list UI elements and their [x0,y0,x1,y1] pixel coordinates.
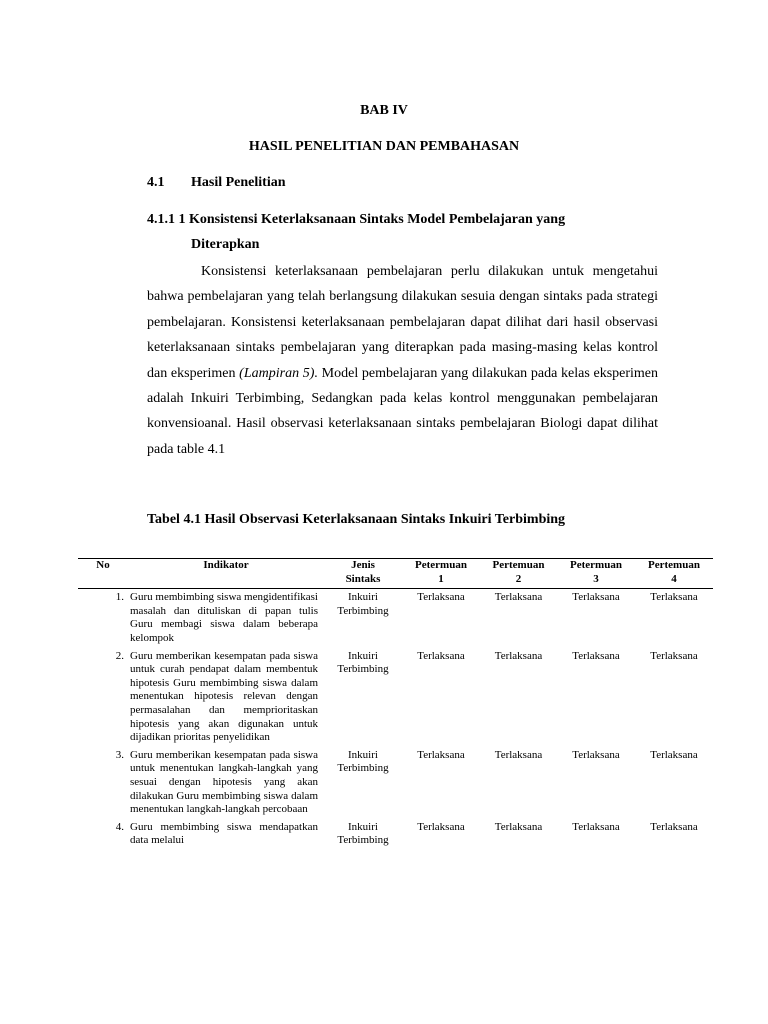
table-row [78,648,713,747]
header-pertemuan-4: Pertemuan 4 [635,559,713,589]
row-jenis-sintaks: Inkuiri Terbimbing [337,748,389,775]
row-jenis-sintaks: Inkuiri Terbimbing [337,591,389,617]
row-pertemuan-3: Terlaksana [572,591,620,604]
row-pertemuan-3: Terlaksana [572,649,620,662]
row-jenis-sintaks: Inkuiri Terbimbing [337,820,389,847]
subsection-heading-line1: 4.1.1 1 Konsistensi Keterlaksanaan Sintaks Model Pembelajaran yang [147,212,566,227]
row-pertemuan-4: Terlaksana [650,591,698,604]
row-pertemuan-4: Terlaksana [650,649,698,662]
row-pertemuan-2: Terlaksana [494,591,543,604]
observation-table [78,558,713,850]
header-pertemuan-1: Petermuan 1 [402,559,480,589]
row-jenis-sintaks: Inkuiri Terbimbing [337,649,389,676]
row-pertemuan-3: Terlaksana [572,820,620,833]
table-row [78,747,713,819]
row-number: 3. [115,748,124,761]
row-indikator: Guru memberikan kesempatan pada siswa untuk menentukan langkah-langkah yang sesuai dengan hipotesis yang akan dilakukan Guru membimbing siswa dalam menentukan langkah-langkah percobaan [130,748,318,816]
row-number: 2. [115,649,124,662]
section-heading [147,175,286,191]
row-number: 1. [115,591,124,604]
row-pertemuan-1: Terlaksana [417,591,465,604]
row-pertemuan-4: Terlaksana [650,820,698,833]
row-pertemuan-1: Terlaksana [417,820,465,833]
row-indikator: Guru membimbing siswa mendapatkan data melalui [130,820,318,847]
table-row [78,589,713,648]
section-title: Hasil Penelitian [191,175,286,190]
header-pertemuan-2: Pertemuan 2 [480,559,557,589]
table-row [78,819,713,850]
chapter-label: BAB IV [360,103,408,118]
row-indikator: Guru membimbing siswa mengidentifikasi masalah dan dituliskan di papan tulis Guru membagi siswa dalam beberapa kelompok [130,591,318,644]
row-pertemuan-2: Terlaksana [494,820,543,833]
subsection-heading-line2: Diterapkan [191,237,260,252]
row-pertemuan-2: Terlaksana [494,748,543,761]
header-jenis-sintaks: Jenis Sintaks [324,559,402,589]
paragraph-text-after: Model pembelajaran yang dilakukan pada kelas eksperimen adalah Inkuiri Terbimbing, Sedangkan pada kelas kontrol menggunakan pembelajaran konvensioanal. Hasil observasi keterlaksanaan sintaks pembelajaran Biologi dapat dilihat pada table 4.1 [147,365,659,457]
row-pertemuan-1: Terlaksana [417,649,465,662]
header-pertemuan-3: Petermuan 3 [557,559,635,589]
paragraph-italic-reference: (Lampiran 5). [239,365,318,381]
chapter-title: HASIL PENELITIAN DAN PEMBAHASAN [248,139,520,154]
paragraph-text-before: Konsistensi keterlaksanaan pembelajaran perlu dilakukan untuk mengetahui bahwa pembelajaran yang telah berlangsung dilakukan sesuia dengan sintaks pada strategi pembelajaran. Konsistensi keterlaksanaan pembelajaran dapat dilihat dari hasil observasi keterlaksanaan sintaks pembelajaran yang diterapkan pada masing-masing kelas kontrol dan eksperimen [147,264,658,381]
row-pertemuan-4: Terlaksana [650,748,698,761]
row-number: 4. [115,820,124,833]
body-paragraph [147,259,658,462]
row-indikator: Guru memberikan kesempatan pada siswa untuk curah pendapat dalam membentuk hipotesis Guru membimbing siswa dalam menentukan hipotesis relevan dengan permasalahan dan memprioritaskan hipotesis yang akan digunakan untuk dijadikan prioritas penyelidikan [130,649,318,744]
header-indikator: Indikator [128,559,324,589]
table-caption: Tabel 4.1 Hasil Observasi Keterlaksanaan Sintaks Inkuiri Terbimbing [147,512,566,527]
section-number: 4.1 [147,175,165,190]
header-no: No [78,559,128,589]
row-pertemuan-1: Terlaksana [417,748,465,761]
row-pertemuan-3: Terlaksana [572,748,620,761]
row-pertemuan-2: Terlaksana [494,649,543,662]
table-header-row [78,559,713,589]
